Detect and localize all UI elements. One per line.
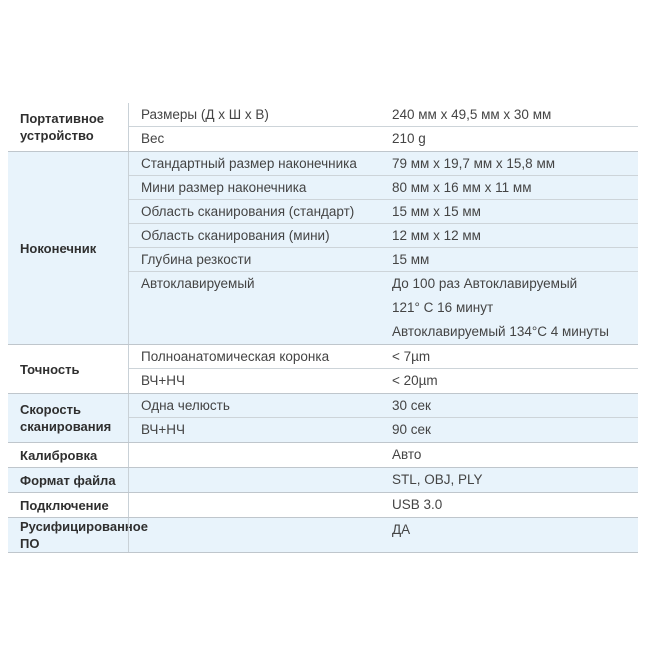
- param-value-line: 80 мм х 16 мм х 11 мм: [392, 180, 532, 195]
- spec-row: [129, 418, 638, 442]
- param-value-line: < 20µm: [392, 373, 438, 388]
- spec-group: [8, 345, 638, 394]
- param-name: [129, 443, 386, 467]
- param-value: [386, 468, 638, 492]
- group-label-line: Ноконечник: [20, 240, 97, 256]
- param-value: [386, 369, 638, 393]
- param-value: [386, 200, 638, 223]
- param-value-line: 240 мм х 49,5 мм х 30 мм: [392, 107, 552, 122]
- spec-row: [129, 369, 638, 393]
- group-rows: [128, 394, 638, 442]
- spec-row: [129, 200, 638, 224]
- spec-row: [129, 127, 638, 151]
- param-value: [386, 443, 638, 467]
- param-value: [386, 224, 638, 247]
- spec-group: [8, 493, 638, 518]
- group-label: [8, 493, 128, 517]
- param-name: Мини размер наконечника: [141, 180, 307, 195]
- spec-row: [129, 394, 638, 418]
- group-label: [8, 443, 128, 467]
- param-value-line: До 100 раз Автоклавируемый: [392, 276, 578, 291]
- spec-group: [8, 518, 638, 553]
- param-value-line: 15 мм х 15 мм: [392, 204, 481, 219]
- spec-row: [129, 272, 638, 344]
- group-label-line: Подключение: [20, 497, 109, 513]
- spec-table: [8, 103, 638, 553]
- param-name: [129, 518, 386, 542]
- param-value: [386, 248, 638, 271]
- group-rows: [128, 345, 638, 393]
- group-label-line: сканирования: [20, 419, 112, 434]
- param-value-line: 12 мм х 12 мм: [392, 228, 481, 243]
- param-value-line: < 7µm: [392, 349, 431, 364]
- param-value-line: Автоклавируемый 134°С 4 минуты: [392, 324, 609, 339]
- param-value: [386, 518, 638, 542]
- spec-group: [8, 152, 638, 345]
- param-value-line: STL, OBJ, PLY: [392, 472, 483, 487]
- param-name: Область сканирования (стандарт): [141, 204, 355, 219]
- param-value: [386, 394, 638, 417]
- group-rows: [128, 443, 638, 467]
- param-value-line: 79 мм х 19,7 мм х 15,8 мм: [392, 156, 556, 171]
- param-value-line: ДА: [392, 522, 411, 537]
- param-name: Глубина резкости: [141, 252, 252, 267]
- param-value-line: USB 3.0: [392, 497, 443, 512]
- param-value: [386, 493, 638, 517]
- param-name: Автоклавируемый: [141, 276, 255, 291]
- param-name: [129, 468, 386, 492]
- param-name: Полноанатомическая коронка: [141, 349, 330, 364]
- group-label-line: Калибровка: [20, 447, 98, 463]
- param-name: Размеры (Д х Ш х В): [141, 107, 269, 122]
- spec-group: [8, 468, 638, 493]
- param-value-line: Авто: [392, 447, 422, 462]
- param-name: [129, 493, 386, 517]
- param-value: [386, 176, 638, 199]
- group-rows: [128, 152, 638, 344]
- group-label: [8, 152, 128, 344]
- spec-row: [129, 248, 638, 272]
- group-label-line: Русифицированное ПО: [20, 519, 148, 551]
- spec-row: [129, 468, 638, 492]
- param-name: Область сканирования (мини): [141, 228, 330, 243]
- param-name: Одна челюсть: [141, 398, 230, 413]
- param-name: Стандартный размер наконечника: [141, 156, 357, 171]
- group-label-line: Точность: [20, 361, 80, 377]
- group-rows: [128, 518, 638, 552]
- param-value-line: 210 g: [392, 131, 426, 146]
- group-rows: [128, 493, 638, 517]
- spec-row: [129, 152, 638, 176]
- spec-row: [129, 518, 638, 542]
- group-label: [8, 103, 128, 151]
- spec-row: [129, 345, 638, 369]
- param-value-line: 90 сек: [392, 422, 431, 437]
- group-label: [8, 518, 148, 552]
- spec-row: [129, 224, 638, 248]
- group-label: [8, 394, 128, 442]
- spec-group: [8, 394, 638, 443]
- spec-row: [129, 493, 638, 517]
- spec-group: [8, 443, 638, 468]
- param-value-line: 121° С 16 минут: [392, 300, 494, 315]
- group-label: [8, 345, 128, 393]
- group-label-line: устройство: [20, 128, 94, 143]
- param-value: [386, 103, 638, 126]
- param-name: Вес: [141, 131, 165, 146]
- param-name: ВЧ+НЧ: [141, 373, 186, 388]
- param-value: [386, 152, 638, 175]
- spec-row: [129, 103, 638, 127]
- group-rows: [128, 103, 638, 151]
- spec-group: [8, 103, 638, 152]
- param-value-line: 30 сек: [392, 398, 431, 413]
- group-label-line: Портативное: [20, 111, 105, 126]
- group-label-line: Скорость: [20, 402, 81, 417]
- group-label: [8, 468, 128, 492]
- group-rows: [128, 468, 638, 492]
- param-value: [386, 127, 638, 151]
- param-value: [386, 272, 638, 344]
- spec-row: [129, 176, 638, 200]
- param-value-line: 15 мм: [392, 252, 430, 267]
- group-label-line: Формат файла: [20, 472, 116, 488]
- param-value: [386, 418, 638, 442]
- spec-row: [129, 443, 638, 467]
- param-name: ВЧ+НЧ: [141, 422, 186, 437]
- param-value: [386, 345, 638, 368]
